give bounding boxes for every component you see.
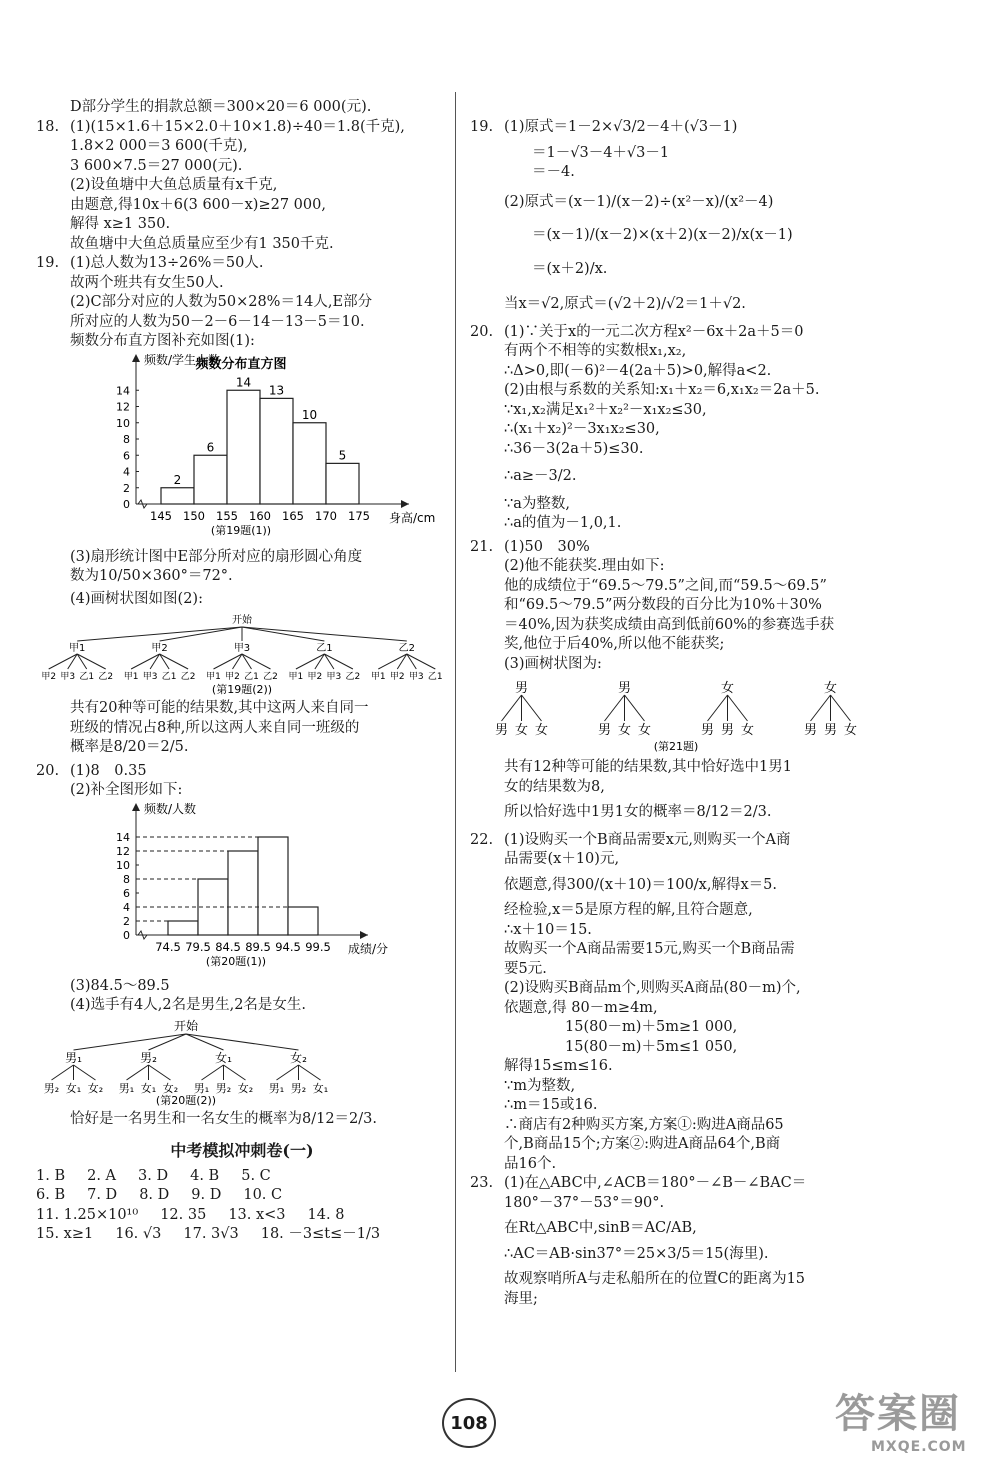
tree-leaf: 女₂ [162,1081,179,1095]
x-tick-label: 175 [348,508,370,523]
text-line: 解得 x≥1 350. [70,216,171,232]
tree-branch [224,1065,246,1080]
text-line: (2)补全图形如下: [70,782,183,798]
bar [258,837,288,935]
bar [288,907,318,935]
text-line: 180°－37°－53°＝90°. [504,1194,665,1211]
x-axis-arrow [401,500,409,508]
right-column [470,118,882,1309]
y-tick-label: 8 [123,432,130,446]
tree-leaf: 乙1 [161,672,177,682]
tree-branch [160,627,242,641]
tree-branch [242,627,324,641]
bar [194,455,227,504]
text-line: (2)C部分对应的人数为50×28%＝14人,E部分 [70,294,373,310]
text-line: ∴a的值为－1,0,1. [504,515,622,531]
answer: 7. D [87,1187,118,1203]
y-tick-label: 2 [123,481,130,495]
y-tick-label: 10 [116,416,130,430]
tree-node: 男 [514,681,529,696]
tree-leaf: 乙2 [98,672,114,682]
x-axis-label: 身高/cm [389,510,436,525]
text-line: (2)由根与系数的关系知:x₁＋x₂＝6,x₁x₂＝2a＋5. [504,382,820,398]
chart-caption: (第20题(1)) [205,954,267,968]
y-tick-label: 0 [123,928,130,942]
text-line: ∵a为整数, [504,495,570,512]
text-line: 故两个班共有女生50人. [70,274,224,291]
answer: 4. B [190,1167,220,1184]
y-tick-label: 8 [123,872,130,886]
tree-leaf: 女₂ [87,1081,104,1095]
y-tick-label: 12 [116,400,130,413]
y-axis-arrow [132,803,140,811]
question-number: 19. [470,119,494,135]
question-number: 19. [36,255,60,271]
text-line: (2)他不能获奖.理由如下: [504,558,665,574]
tree-caption: (第20题(2)) [155,1093,217,1107]
tree-leaf: 女 [617,723,632,738]
tree-branch [186,1034,299,1050]
text-line: ∴m＝15或16. [504,1097,598,1113]
tree-root: 开始 [173,1018,199,1033]
text-line: 故观察哨所A与走私船所在的位置C的距离为15 [504,1271,806,1287]
text-line: 依题意,得 80－m≥4m, [504,999,658,1016]
answer: 18. －3≤t≤－1/3 [260,1226,381,1242]
tree-leaf: 乙2 [345,672,361,682]
bar-value-label: 5 [338,447,347,462]
chart-caption: (第19题(1)) [210,523,272,537]
bar-value-label: 2 [173,472,182,487]
tree-leaf: 甲3 [142,672,158,682]
text-line: (3)84.5～89.5 [70,977,170,994]
tree-branch [831,695,851,721]
tree-leaf: 女 [514,723,529,738]
histogram-height [36,352,436,546]
tree-leaf: 男 [720,723,735,738]
x-tick-label: 79.5 [185,939,211,954]
y-axis-arrow [132,354,140,362]
tree-caption: (第21题) [653,740,699,753]
text-line: ∴a≥－3/2. [504,468,577,484]
text-line: 3 600×7.5＝27 000(元). [70,157,243,174]
answer: 11. 1.25×10¹⁰ [36,1206,139,1223]
tree-caption: (第19题(2)) [211,683,273,696]
tree-node: 男₂ [140,1050,157,1065]
question-number: 23. [470,1175,494,1191]
tree-leaf: 女₁ [140,1081,157,1095]
bar [293,422,326,503]
bar [168,921,198,935]
text-line: 故鱼塘中大鱼总质量应至少有1 350千克. [70,235,334,252]
tree-leaf: 甲3 [60,672,76,682]
text-line: 解得15≤m≤16. [504,1058,613,1074]
y-tick-label: 4 [123,465,130,478]
question-number: 22. [470,831,494,848]
text-line: 1.8×2 000＝3 600(千克), [70,138,248,154]
tree-leaf: 女₂ [237,1081,254,1095]
y-tick-label: 10 [116,858,130,872]
x-axis-label: 成绩/分 [348,941,389,956]
tree-leaf: 女₁ [312,1081,329,1095]
text-line: 要5元. [504,960,547,977]
tree-node: 女 [720,681,735,696]
text-line: (1)50 30% [504,538,590,555]
tree-leaf: 甲2 [225,672,240,682]
x-tick-label: 74.5 [155,939,181,954]
text-line: 品16个. [504,1155,557,1172]
tree-leaf: 男₁ [268,1081,285,1095]
bar-value-label: 10 [301,407,318,422]
tree-node: 女₁ [215,1050,232,1065]
text-line: 由题意,得10x＋6(3 600－x)≥27 000, [70,196,326,213]
answer: 3. D [138,1167,169,1184]
tree-leaf: 男 [597,723,612,738]
text-line: 当x＝√2,原式＝(√2＋2)/√2＝1＋√2. [504,296,746,312]
tree-root: 开始 [232,615,252,626]
text-line: 15(80－m)＋5m≥1 000, [565,1019,738,1035]
answer: 12. 35 [160,1206,207,1223]
tree-branch [299,1065,321,1080]
x-axis-arrow [360,931,368,939]
x-tick-label: 150 [183,508,205,523]
tree-leaf: 男₁ [193,1081,210,1095]
answer-row-4 [36,1225,448,1245]
answer: 6. B [36,1187,66,1203]
text-line: ∴36－3(2a＋5)≤30. [504,440,644,457]
tree-branch [708,695,728,721]
text-line: 数为10/50×360°＝72°. [70,568,233,584]
x-tick-label: 155 [216,508,238,523]
answer-row-2 [36,1186,448,1206]
text-line: 班级的情况占8种,所以这两人来自同一班级的 [70,719,360,736]
tree-leaf: 乙1 [427,672,443,682]
tree-leaf: 男₂ [290,1081,307,1095]
question-number: 20. [36,762,60,779]
tree-branch [728,695,748,721]
text-line: 共有20种等可能的结果数,其中这两人来自同一 [70,700,369,716]
y-tick-label: 12 [116,844,130,858]
text-line: ＝1－√3－4＋√3－1 [532,144,670,161]
tree-leaf: 乙2 [180,672,196,682]
tree-branch [605,695,625,721]
text-line: ∴AC＝AB·sin37°＝25×3/5＝15(海里). [504,1245,769,1262]
text-line: 他的成绩位于“69.5～79.5”之间,而“59.5～69.5” [504,577,827,594]
tree-leaf: 甲3 [408,672,424,682]
tree-node: 女 [823,681,838,696]
tree-node: 甲3 [233,643,251,654]
text-line: (1)原式＝1－2×√3/2－4＋(√3－1) [504,119,738,135]
tree-node: 男₁ [65,1050,82,1065]
answer: 8. D [139,1187,170,1203]
answer: 17. 3√3 [183,1226,239,1242]
tree-branch [625,695,645,721]
tree-diagram-19 [36,611,448,697]
text-line: ∵x₁,x₂满足x₁²＋x₂²－x₁x₂≤30, [504,401,707,418]
tree-branch [74,1065,96,1080]
x-tick-label: 94.5 [275,939,301,954]
bar [326,463,359,504]
answer: 1. B [36,1167,66,1184]
y-axis-label: 频数/学生人数 [144,352,221,367]
text-line: (1)在△ABC中,∠ACB＝180°－∠B－∠BAC＝ [504,1175,807,1191]
answer: 9. D [191,1187,222,1203]
tree-branch [127,1065,149,1080]
tree-leaf: 男 [700,723,715,738]
x-tick-label: 99.5 [305,939,331,954]
answer: 10. C [243,1187,283,1203]
text-line: (1)设购买一个B商品需要x元,则购买一个A商 [504,831,791,848]
tree-branch [149,1065,171,1080]
tree-leaf: 女 [637,723,652,738]
tree-leaf: 女 [534,723,549,738]
text-line: ＝－4. [532,164,575,180]
tree-leaf: 男 [823,723,838,738]
tree-leaf: 甲3 [326,672,342,682]
text-line: 共有12种等可能的结果数,其中恰好选中1男1 [504,759,793,775]
tree-branch [202,1065,224,1080]
tree-leaf: 甲1 [123,672,139,682]
tree-node: 甲2 [151,643,168,654]
text-line: 个,B商品15个;方案②:购进A商品64个,B商 [504,1136,781,1152]
y-tick-label: 0 [123,497,130,511]
tree-leaf: 男₂ [215,1081,232,1095]
x-tick-label: 89.5 [245,939,271,954]
text-line: 概率是8/20＝2/5. [70,739,189,755]
answer: 16. √3 [115,1226,162,1242]
tree-leaf: 男 [494,723,509,738]
text-line: (2)原式＝(x－1)/(x－2)÷(x²－x)/(x²－4) [504,193,774,210]
y-tick-label: 2 [123,914,130,928]
question-number: 21. [470,538,494,555]
x-tick-label: 160 [249,508,271,523]
text-line: (4)选手有4人,2名是男生,2名是女生. [70,997,307,1013]
left-column [36,98,448,1245]
tree-leaf: 甲1 [206,672,221,682]
text-line: 品需要(x＋10)元, [504,851,620,867]
y-tick-label: 14 [116,830,130,844]
question-number: 20. [470,323,494,340]
tree-branch [242,627,407,641]
tree-leaf: 甲1 [288,672,304,682]
x-tick-label: 165 [282,508,304,523]
tree-branch [77,627,242,641]
tree-leaf: 男 [803,723,818,738]
text-line: 和“69.5～79.5”两分数段的百分比为10%＋30% [504,597,822,613]
text-line: 所对应的人数为50－2－6－14－13－5＝10. [70,313,365,330]
tree-leaf: 甲2 [307,672,323,682]
watermark-logo [835,1382,967,1455]
y-tick-label: 14 [116,383,130,397]
text-line: ＝40%,因为获奖成绩由高到低前60%的参赛选手获 [504,616,835,633]
y-tick-label: 6 [123,886,130,900]
x-tick-label: 170 [315,508,337,523]
bar [228,851,258,935]
answer-row-1 [36,1167,448,1187]
text-line: (2)设购买B商品m个,则购买A商品(80－m)个, [504,980,801,996]
text-line: ∴商店有2种购买方案,方案①:购进A商品65 [504,1116,784,1133]
tree-leaf: 男₂ [43,1081,60,1095]
tree-leaf: 女 [843,723,858,738]
tree-leaf: 男₁ [118,1081,135,1095]
text-line: 女的结果数为8, [504,778,605,795]
answer: 14. 8 [307,1206,345,1223]
watermark-url: MXQE.COM [871,1439,967,1455]
text-line: D部分学生的捐款总额＝300×20＝6 000(元). [70,99,372,115]
text-line: ∴(x₁＋x₂)²－3x₁x₂≤30, [504,421,660,437]
tree-diagram-20 [36,1018,448,1108]
tree-branch [277,1065,299,1080]
chart-title: 频数分布直方图 [195,356,287,372]
bar [227,390,260,504]
answer: 2. A [87,1167,117,1184]
tree-leaf: 乙1 [79,672,95,682]
text-line: 有两个不相等的实数根x₁,x₂, [504,343,687,359]
tree-leaf: 乙1 [244,672,259,682]
x-tick-label: 145 [150,508,172,523]
text-line: (1)(15×1.6＋15×2.0＋10×1.8)÷40＝1.8(千克), [70,118,405,135]
text-line: ＝(x－1)/(x－2)×(x＋2)(x－2)/x(x－1) [532,227,793,243]
text-line: ∴x＋10＝15. [504,921,592,938]
tree-leaf: 女₁ [65,1081,82,1095]
text-line: 依题意,得300/(x＋10)＝100/x,解得x＝5. [504,876,777,893]
tree-leaf: 甲2 [41,672,57,682]
text-line: 经检验,x＝5是原方程的解,且符合题意, [504,902,753,918]
text-line: (4)画树状图如图(2): [70,590,203,607]
answer: 13. x<3 [228,1206,286,1223]
histogram-score [36,803,416,975]
text-line: (3)画树状图为: [504,655,602,672]
tree-branch [52,1065,74,1080]
x-tick-label: 84.5 [215,939,241,954]
y-tick-label: 4 [123,900,130,914]
y-axis-label: 频数/人数 [144,801,197,816]
tree-leaf: 甲1 [370,672,386,682]
bar [260,398,293,504]
page-number: 108 [442,1398,496,1448]
question-number: 18. [36,118,60,135]
bar-value-label: 14 [235,374,252,389]
tree-branch [502,695,522,721]
text-line: 恰好是一名男生和一名女生的概率为8/12＝2/3. [70,1110,378,1127]
tree-branch [522,695,542,721]
answer: 15. x≥1 [36,1226,94,1242]
y-tick-label: 6 [123,448,130,462]
column-divider [455,92,456,1372]
tree-leaf: 女 [740,723,755,738]
tree-branch [74,1034,187,1050]
text-line: 故购买一个A商品需要15元,购买一个B商品需 [504,941,795,957]
tree-branch [811,695,831,721]
tree-leaf: 甲2 [389,672,405,682]
tree-node: 男 [617,681,632,696]
watermark-text: 答案圈 [835,1391,961,1437]
tree-leaf: 乙2 [263,672,278,682]
tree-node: 乙1 [316,643,333,654]
tree-node: 女₂ [290,1050,307,1065]
text-line: (2)设鱼塘中大鱼总质量有x千克, [70,177,278,193]
section-title: 中考模拟冲刺卷(一) [170,1141,314,1160]
text-line: (3)扇形统计图中E部分所对应的扇形圆心角度 [70,548,363,565]
text-line: 频数分布直方图补充如图(1): [70,333,255,349]
text-line: ∵m为整数, [504,1077,576,1094]
text-line: (1)总人数为13÷26%＝50人. [70,255,264,271]
bar-value-label: 13 [268,382,285,397]
tree-node: 甲1 [69,643,86,654]
text-line: 15(80－m)＋5m≤1 050, [565,1038,738,1055]
bar [161,487,194,503]
text-line: 所以恰好选中1男1女的概率＝8/12＝2/3. [504,804,772,820]
answer-row-3 [36,1206,448,1226]
text-line: 奖,他位于后40%,所以他不能获奖; [504,636,725,652]
text-line: 在Rt△ABC中,sinB＝AC/AB, [504,1220,697,1236]
text-line: (1)8 0.35 [70,762,147,779]
text-line: ＝(x＋2)/x. [532,260,608,277]
tree-diagram-21 [470,676,882,756]
tree-node: 乙2 [398,643,415,654]
text-line: ∴Δ>0,即(－6)²－4(2a＋5)>0,解得a<2. [504,362,772,379]
bar-value-label: 6 [206,439,215,454]
answer: 5. C [241,1167,271,1184]
text-line: (1)∵关于x的一元二次方程x²－6x＋2a＋5＝0 [504,323,804,340]
text-line: 海里; [504,1290,538,1307]
